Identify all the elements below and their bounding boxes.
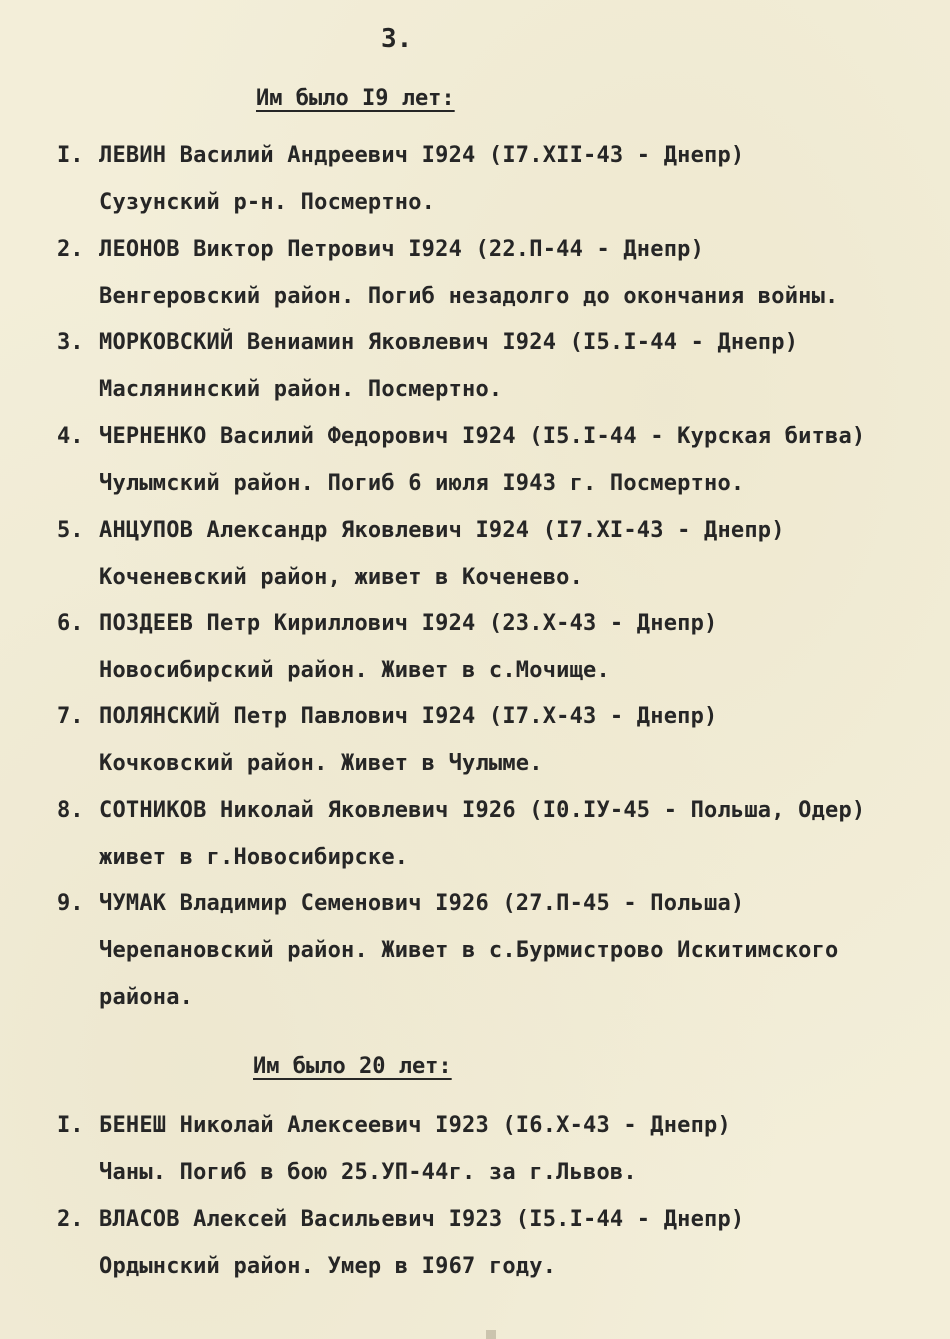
entry-line: ВЛАСОВ Алексей Васильевич I923 (I5.I-44 - Днепр) [99,1207,745,1232]
entry-line: СОТНИКОВ Николай Яковлевич I926 (I0.IУ-45 - Польша, Одер) [99,798,866,823]
section-heading-20: Им было 20 лет: [253,1054,452,1079]
entry-line: ПОЛЯНСКИЙ Петр Павлович I924 (I7.X-43 - Днепр) [99,704,718,729]
entry-number: 3. [57,330,84,355]
entry-number: 5. [57,518,84,543]
entry-line: ЧЕРНЕНКО Василий Федорович I924 (I5.I-44 - Курская битва) [99,424,866,449]
entry-line: Ордынский район. Умер в I967 году. [99,1254,557,1279]
entry-line: Чулымский район. Погиб 6 июля I943 г. Посмертно. [99,471,745,496]
entry-number: 8. [57,798,84,823]
paper-mark [486,1330,496,1339]
entry-number: 7. [57,704,84,729]
entry-line: БЕНЕШ Николай Алексеевич I923 (I6.X-43 - Днепр) [99,1113,731,1138]
page-number: 3. [381,24,413,54]
entry-line: ЛЕОНОВ Виктор Петрович I924 (22.П-44 - Днепр) [99,237,705,262]
entry-line: Сузунский р-н. Посмертно. [99,190,436,215]
entry-line: живет в г.Новосибирске. [99,845,409,870]
entry-number: 4. [57,424,84,449]
entry-line: Новосибирский район. Живет в с.Мочище. [99,658,610,683]
entry-line: Коченевский район, живет в Коченево. [99,565,584,590]
entry-number: 6. [57,611,84,636]
entry-line: ЧУМАК Владимир Семенович I926 (27.П-45 - Польша) [99,891,745,916]
entry-line: Кочковский район. Живет в Чулыме. [99,751,543,776]
entry-line: Маслянинский район. Посмертно. [99,377,503,402]
entry-number: 2. [57,237,84,262]
entry-line: Черепановский район. Живет в с.Бурмистрово Искитимского [99,938,839,963]
entry-line: ПОЗДЕЕВ Петр Кириллович I924 (23.X-43 - Днепр) [99,611,718,636]
entry-line: Чаны. Погиб в бою 25.УП-44г. за г.Львов. [99,1160,637,1185]
entry-number: I. [57,143,84,168]
entry-number: 9. [57,891,84,916]
entry-line: ЛЕВИН Василий Андреевич I924 (I7.XII-43 - Днепр) [99,143,745,168]
section-heading-19: Им было I9 лет: [256,86,455,111]
entry-line: Венгеровский район. Погиб незадолго до окончания войны. [99,284,839,309]
entry-line: АНЦУПОВ Александр Яковлевич I924 (I7.XI-43 - Днепр) [99,518,785,543]
entry-number: 2. [57,1207,84,1232]
entry-line: района. [99,985,194,1010]
entry-number: I. [57,1113,84,1138]
entry-line: МОРКОВСКИЙ Вениамин Яковлевич I924 (I5.I-44 - Днепр) [99,330,799,355]
